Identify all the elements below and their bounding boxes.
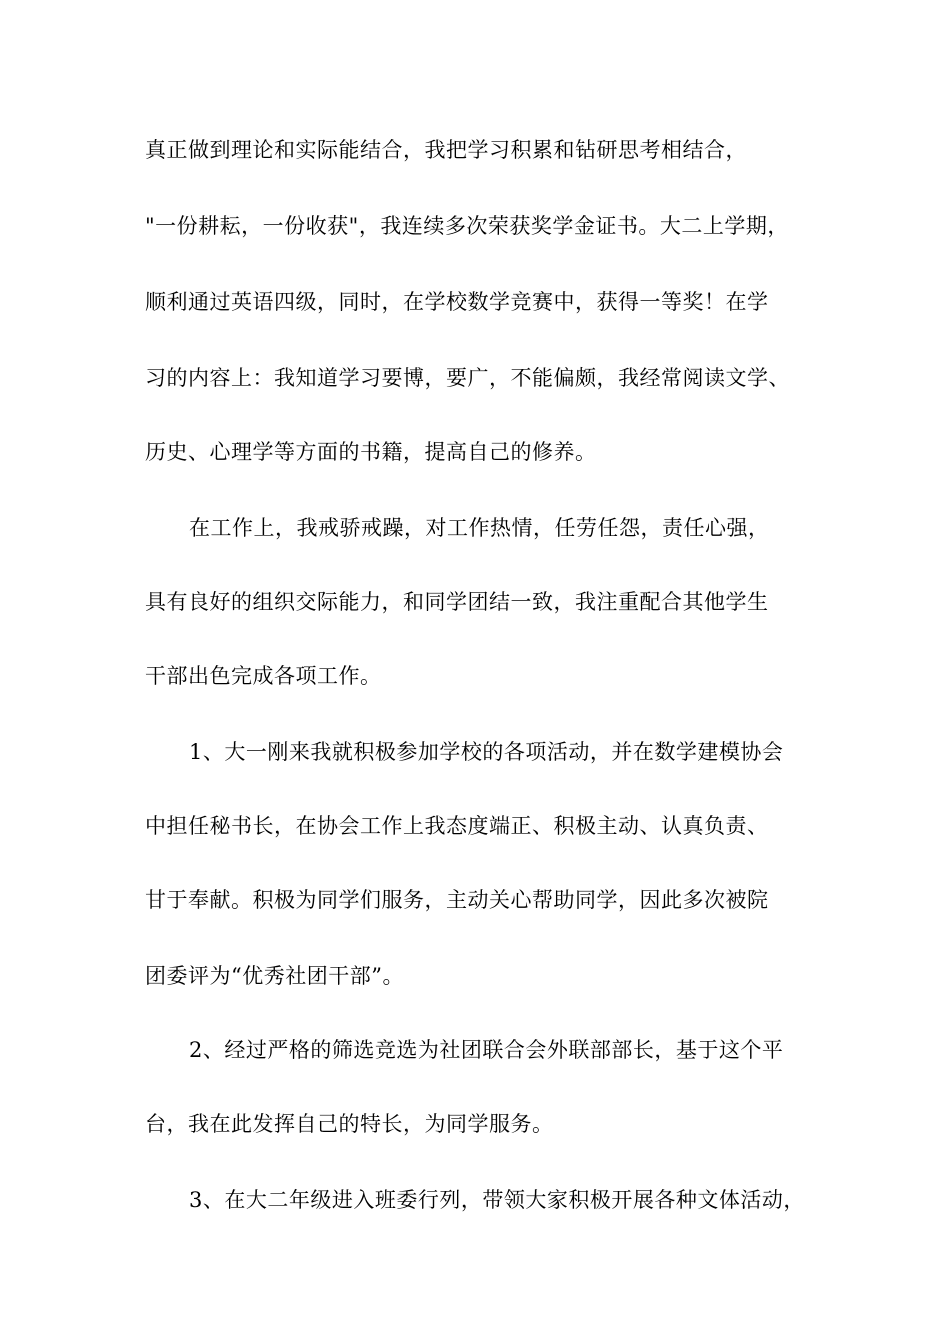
item-1-line-3: 甘于奉献。积极为同学们服务，主动关心帮助同学，因此多次被院 [145, 888, 769, 912]
paragraph-work-line-2: 具有良好的组织交际能力，和同学团结一致，我注重配合其他学生 [145, 590, 769, 614]
text-line-5: 历史、心理学等方面的书籍，提高自己的修养。 [145, 440, 597, 464]
item-1-line-2: 中担任秘书长，在协会工作上我态度端正、积极主动、认真负责、 [145, 814, 769, 838]
item-2-line-1: 2、经过严格的筛选竞选为社团联合会外联部部长，基于这个平 [189, 1038, 784, 1062]
paragraph-work-line-1: 在工作上，我戒骄戒躁，对工作热情，任劳任怨，责任心强， [189, 516, 770, 540]
text-line-4: 习的内容上：我知道学习要博，要广，不能偏颇，我经常阅读文学、 [145, 366, 790, 390]
paragraph-work-line-3: 干部出色完成各项工作。 [145, 664, 382, 688]
text-line-2: "一份耕耘，一份收获"，我连续多次荣获奖学金证书。大二上学期， [145, 214, 789, 238]
item-2-line-2: 台，我在此发挥自己的特长，为同学服务。 [145, 1112, 554, 1136]
item-1-line-1: 1、大一刚来我就积极参加学校的各项活动，并在数学建模协会 [189, 740, 784, 764]
text-line-1: 真正做到理论和实际能结合，我把学习积累和钻研思考相结合， [145, 138, 747, 162]
item-3-line-1: 3、在大二年级进入班委行列，带领大家积极开展各种文体活动， [189, 1188, 805, 1212]
text-line-3: 顺利通过英语四级，同时，在学校数学竞赛中，获得一等奖！在学 [145, 290, 769, 314]
item-1-line-4: 团委评为“优秀社团干部”。 [145, 964, 404, 988]
